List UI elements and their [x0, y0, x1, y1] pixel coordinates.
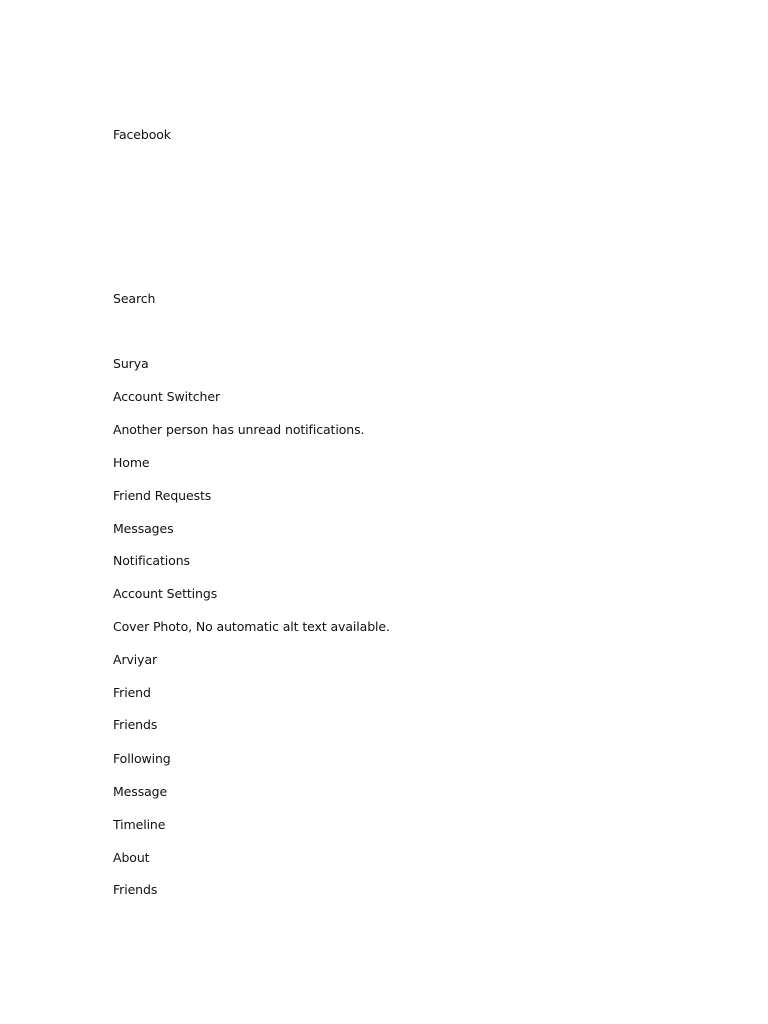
nav-friend-requests-link[interactable]: Friend Requests [113, 488, 212, 503]
search-link[interactable]: Search [113, 291, 156, 306]
nav-home-link[interactable]: Home [113, 455, 150, 470]
message-button[interactable]: Message [113, 784, 168, 799]
tab-timeline[interactable]: Timeline [113, 817, 166, 832]
profile-name[interactable]: Arviyar [113, 652, 158, 667]
tab-about[interactable]: About [113, 850, 150, 865]
nav-messages-link[interactable]: Messages [113, 521, 174, 536]
account-name[interactable]: Surya [113, 356, 149, 371]
cover-photo[interactable]: Cover Photo, No automatic alt text available. [113, 619, 390, 634]
nav-notifications-link[interactable]: Notifications [113, 553, 190, 568]
unread-notifications-notice: Another person has unread notifications. [113, 422, 365, 437]
friend-status-button[interactable]: Friend [113, 685, 151, 700]
tab-friends[interactable]: Friends [113, 882, 158, 897]
facebook-logo-link[interactable]: Facebook [113, 127, 171, 142]
following-button[interactable]: Following [113, 751, 171, 766]
account-switcher-link[interactable]: Account Switcher [113, 389, 220, 404]
nav-account-settings-link[interactable]: Account Settings [113, 586, 218, 601]
friends-button[interactable]: Friends [113, 717, 158, 732]
